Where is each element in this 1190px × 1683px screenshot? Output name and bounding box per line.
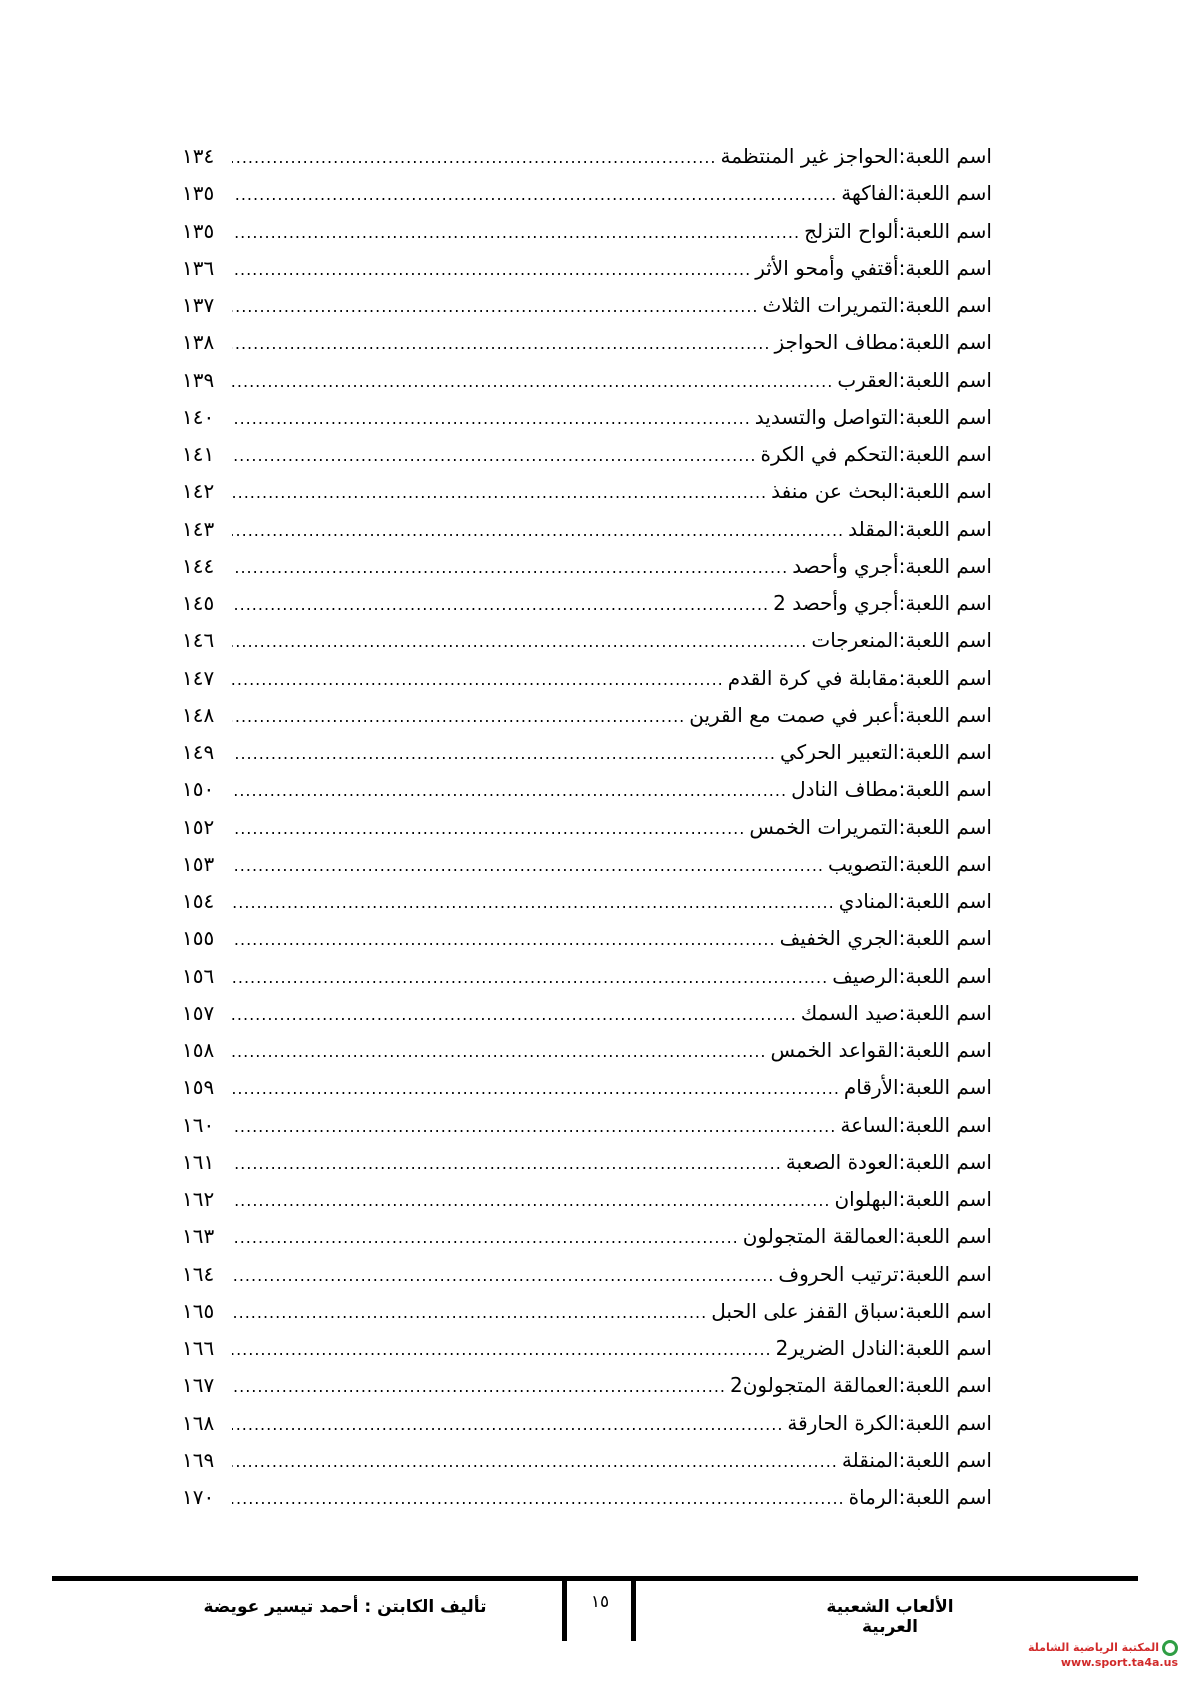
toc-entry: [182, 1150, 992, 1187]
toc-entry-page: ١٦٥: [182, 1298, 215, 1323]
toc-entry: [182, 1038, 992, 1075]
toc-entry-prefix: اسم اللعبة:: [898, 1038, 992, 1062]
toc-dot-leader: [232, 744, 776, 763]
toc-entry-prefix: اسم اللعبة:: [898, 479, 992, 504]
toc-entry-prefix: اسم اللعبة:: [898, 553, 992, 578]
toc-entry-prefix: اسم اللعبة:: [898, 1373, 992, 1398]
toc-entry-page: ١٣٤: [182, 144, 215, 168]
toc-dot-leader: [232, 1042, 767, 1061]
toc-entry-title: ألواح التزلج: [804, 218, 899, 243]
toc-entry-page: ١٥٥: [182, 926, 215, 951]
watermark-name: المكتبة الرياضية الشاملة: [1028, 1641, 1159, 1654]
toc-entry-title: التحكم في الكرة: [760, 442, 899, 466]
toc-dot-leader: [232, 148, 717, 167]
toc-entry: [182, 1411, 992, 1448]
toc-entry-page: ١٤٨: [182, 702, 215, 727]
toc-entry: [182, 815, 992, 852]
toc-entry: [182, 442, 992, 479]
toc-entry-page: ١٤٠: [182, 404, 215, 429]
toc-entry-prefix: اسم اللعبة:: [898, 1112, 992, 1137]
toc-dot-leader: [232, 1154, 782, 1173]
toc-entry: [182, 1187, 992, 1224]
toc-entry-title: ترتيب الحروف: [778, 1261, 899, 1286]
toc-entry-prefix: اسم اللعبة:: [898, 144, 992, 168]
toc-entry-page: ١٥٧: [182, 1000, 215, 1025]
footer-rule: [52, 1576, 1138, 1581]
toc-dot-leader: [232, 1303, 707, 1322]
toc-entry-title: الأرقام: [843, 1075, 899, 1100]
toc-entry-prefix: اسم اللعبة:: [898, 1485, 992, 1509]
toc-entry-page: ١٣٧: [182, 293, 215, 317]
toc-dot-leader: [232, 334, 770, 353]
toc-entry-title: التمريرات الخمس: [749, 814, 899, 839]
toc-dot-leader: [232, 968, 828, 987]
toc-entry-page: ١٣٥: [182, 181, 215, 206]
toc-entry-prefix: اسم اللعبة:: [898, 926, 992, 951]
toc-dot-leader: [232, 260, 751, 279]
toc-entry-prefix: اسم اللعبة:: [898, 814, 992, 839]
toc-entry-prefix: اسم اللعبة:: [898, 1075, 992, 1100]
toc-entry-page: ١٦٧: [182, 1373, 215, 1398]
toc-entry-page: ١٦٦: [182, 1336, 215, 1360]
toc-entry-prefix: اسم اللعبة:: [898, 181, 992, 206]
toc-entry-prefix: اسم اللعبة:: [898, 218, 992, 243]
toc-dot-leader: [232, 297, 759, 316]
toc-dot-leader: [232, 1452, 838, 1471]
toc-entry-title: أجري وأحصد: [792, 553, 899, 578]
toc-entry-prefix: اسم اللعبة:: [898, 1410, 992, 1435]
toc-entry: [182, 330, 992, 367]
toc-entry: [182, 256, 992, 293]
toc-entry-title: الحواجز غير المنتظمة: [720, 144, 899, 168]
toc-entry: [182, 666, 992, 703]
toc-entry-prefix: اسم اللعبة:: [898, 255, 992, 280]
toc-entry-prefix: اسم اللعبة:: [898, 516, 992, 541]
toc-entry-title: الفاكهة: [841, 181, 899, 206]
toc-dot-leader: [232, 1340, 772, 1359]
toc-entry-page: ١٤٣: [182, 516, 215, 541]
toc-dot-leader: [232, 483, 767, 502]
toc-entry: [182, 517, 992, 554]
toc-entry-page: ١٤٥: [182, 591, 215, 615]
toc-dot-leader: [232, 781, 787, 800]
footer-book-title: الألعاب الشعبية العربية: [826, 1597, 954, 1637]
toc-entry: [182, 740, 992, 777]
toc-entry-title: التعبير الحركي: [780, 740, 899, 764]
toc-dot-leader: [232, 1005, 797, 1024]
library-logo-icon: [1162, 1640, 1178, 1656]
toc-entry: [182, 181, 992, 218]
toc-entry: [182, 1373, 992, 1410]
toc-entry: [182, 479, 992, 516]
toc-dot-leader: [232, 1377, 726, 1396]
toc-entry-title: سباق القفز على الحبل: [711, 1298, 899, 1323]
toc-dot-leader: [232, 856, 824, 875]
toc-entry-title: أقتفي وأمحو الأثر: [755, 255, 899, 280]
toc-entry: [182, 1001, 992, 1038]
toc-entry-page: ١٦٩: [182, 1447, 215, 1472]
toc-entry-page: ١٧٠: [182, 1485, 215, 1509]
toc-entry-prefix: اسم اللعبة:: [898, 963, 992, 988]
toc-entry-title: العودة الصعبة: [785, 1149, 899, 1174]
toc-entry: [182, 144, 992, 181]
toc-entry: [182, 1224, 992, 1261]
toc-entry-title: النادل الضرير2: [775, 1336, 899, 1360]
toc-dot-leader: [232, 1191, 830, 1210]
toc-entry-title: المنادي: [838, 889, 899, 913]
toc-entry-prefix: اسم اللعبة:: [898, 851, 992, 876]
toc-dot-leader: [232, 521, 844, 540]
toc-entry-prefix: اسم اللعبة:: [898, 330, 992, 355]
toc-entry-prefix: اسم اللعبة:: [898, 1261, 992, 1286]
toc-entry: [182, 777, 992, 814]
toc-entry: [182, 1485, 992, 1522]
toc-dot-leader: [232, 223, 800, 242]
toc-entry-page: ١٣٦: [182, 255, 215, 280]
toc-entry-title: الجري الخفيف: [779, 926, 899, 951]
toc-entry-page: ١٥٨: [182, 1038, 215, 1062]
toc-entry-title: التمريرات الثلاث: [762, 293, 899, 317]
toc-entry-title: المقلد: [848, 516, 899, 541]
toc-entry: [182, 889, 992, 926]
toc-entry-page: ١٣٥: [182, 218, 215, 243]
toc-entry-title: أعبر في صمت مع القرين: [689, 702, 899, 727]
footer-divider-left: [562, 1581, 567, 1641]
toc-dot-leader: [232, 595, 769, 614]
toc-dot-leader: [232, 707, 685, 726]
toc-dot-leader: [232, 446, 756, 465]
toc-dot-leader: [232, 819, 745, 838]
toc-entry-prefix: اسم اللعبة:: [898, 367, 992, 392]
toc-entry-title: مطاف النادل: [791, 777, 899, 802]
toc-entry-prefix: اسم اللعبة:: [898, 1000, 992, 1025]
toc-entry: [182, 628, 992, 665]
toc-entry-page: ١٥٢: [182, 814, 215, 839]
footer-divider-right: [631, 1581, 636, 1641]
toc-entry-title: التصويب: [828, 851, 899, 876]
toc-entry: [182, 293, 992, 330]
toc-entry-page: ١٤٤: [182, 553, 215, 578]
toc-entry: [182, 554, 992, 591]
toc-entry-prefix: اسم اللعبة:: [898, 1298, 992, 1323]
toc-entry-prefix: اسم اللعبة:: [898, 293, 992, 317]
watermark-url: www.sport.ta4a.us: [1060, 1656, 1178, 1669]
toc-entry: [182, 1336, 992, 1373]
toc-entry-page: ١٦٤: [182, 1261, 215, 1286]
toc-entry-prefix: اسم اللعبة:: [898, 442, 992, 466]
toc-entry-title: البحث عن منفذ: [771, 479, 899, 504]
toc-entry-title: العمالقة المتجولون2: [730, 1373, 899, 1398]
toc-entry-page: ١٥٠: [182, 777, 215, 802]
toc-entry-page: ١٥٦: [182, 963, 215, 988]
toc-entry-prefix: اسم اللعبة:: [898, 777, 992, 802]
toc-entry-page: ١٦٢: [182, 1187, 215, 1211]
toc-entry-prefix: اسم اللعبة:: [898, 1187, 992, 1211]
toc-entry: [182, 926, 992, 963]
toc-entry-title: أجري وأحصد 2: [773, 591, 899, 615]
toc-entry-prefix: اسم اللعبة:: [898, 404, 992, 429]
toc-entry-page: ١٦٨: [182, 1410, 215, 1435]
toc-entry-title: التواصل والتسديد: [754, 404, 899, 429]
toc-entry-title: مطاف الحواجز: [774, 330, 899, 355]
toc-entry-prefix: اسم اللعبة:: [898, 628, 992, 653]
toc-entry-page: ١٤١: [182, 442, 215, 466]
toc-entry-title: المنعرجات: [811, 628, 899, 653]
footer-author: تأليف الكابتن : أحمد تيسير عويضة: [203, 1597, 487, 1617]
toc-dot-leader: [232, 1415, 783, 1434]
toc-entry: [182, 1299, 992, 1336]
toc-entry: [182, 219, 992, 256]
toc-entry-page: ١٤٦: [182, 628, 215, 653]
toc-entry-page: ١٦٠: [182, 1112, 215, 1137]
toc-entry: [182, 368, 992, 405]
table-of-contents: [182, 144, 992, 1522]
toc-entry-page: ١٥٩: [182, 1075, 215, 1100]
toc-entry-page: ١٦٣: [182, 1224, 215, 1249]
toc-entry-page: ١٣٨: [182, 330, 215, 355]
toc-entry-title: القواعد الخمس: [770, 1038, 899, 1062]
toc-entry-title: الكرة الحارقة: [787, 1410, 899, 1435]
toc-entry-prefix: اسم اللعبة:: [898, 665, 992, 690]
toc-entry: [182, 405, 992, 442]
toc-dot-leader: [232, 1228, 739, 1247]
toc-dot-leader: [232, 1266, 774, 1285]
toc-entry-page: ١٦١: [182, 1149, 215, 1174]
toc-dot-leader: [232, 670, 724, 689]
toc-dot-leader: [232, 893, 835, 912]
watermark: [1028, 1640, 1178, 1669]
toc-entry-prefix: اسم اللعبة:: [898, 702, 992, 727]
toc-entry-title: مقابلة في كرة القدم: [727, 665, 899, 690]
toc-dot-leader: [232, 1079, 840, 1098]
toc-entry: [182, 1262, 992, 1299]
toc-dot-leader: [232, 185, 837, 204]
toc-entry: [182, 591, 992, 628]
toc-dot-leader: [232, 1489, 845, 1508]
toc-entry-title: الرماة: [848, 1485, 899, 1509]
toc-entry-title: صيد السمك: [800, 1000, 899, 1025]
toc-entry-page: ١٤٧: [182, 665, 215, 690]
toc-dot-leader: [232, 1117, 836, 1136]
toc-dot-leader: [232, 372, 833, 391]
toc-entry: [182, 703, 992, 740]
toc-entry-prefix: اسم اللعبة:: [898, 1336, 992, 1360]
toc-entry-title: الرصيف: [832, 963, 899, 988]
toc-entry-title: المنقلة: [841, 1447, 899, 1472]
toc-dot-leader: [232, 409, 751, 428]
toc-entry-page: ١٥٣: [182, 851, 215, 876]
toc-dot-leader: [232, 558, 788, 577]
toc-entry: [182, 964, 992, 1001]
toc-entry-title: البهلوان: [834, 1187, 899, 1211]
toc-entry: [182, 1075, 992, 1112]
toc-entry-title: العقرب: [837, 367, 899, 392]
toc-entry-prefix: اسم اللعبة:: [898, 1447, 992, 1472]
toc-dot-leader: [232, 930, 776, 949]
toc-entry-title: العمالقة المتجولون: [742, 1224, 899, 1249]
toc-entry-page: ١٣٩: [182, 367, 215, 392]
toc-entry-page: ١٥٤: [182, 889, 215, 913]
toc-entry-prefix: اسم اللعبة:: [898, 740, 992, 764]
toc-dot-leader: [232, 632, 807, 651]
toc-entry: [182, 1113, 992, 1150]
toc-entry-prefix: اسم اللعبة:: [898, 591, 992, 615]
footer-page-number: ١٥: [590, 1592, 610, 1612]
toc-entry: [182, 1448, 992, 1485]
toc-entry-title: الساعة: [840, 1112, 899, 1137]
toc-entry: [182, 852, 992, 889]
toc-entry-prefix: اسم اللعبة:: [898, 1149, 992, 1174]
toc-entry-page: ١٤٩: [182, 740, 215, 764]
toc-entry-prefix: اسم اللعبة:: [898, 1224, 992, 1249]
toc-entry-prefix: اسم اللعبة:: [898, 889, 992, 913]
toc-entry-page: ١٤٢: [182, 479, 215, 504]
